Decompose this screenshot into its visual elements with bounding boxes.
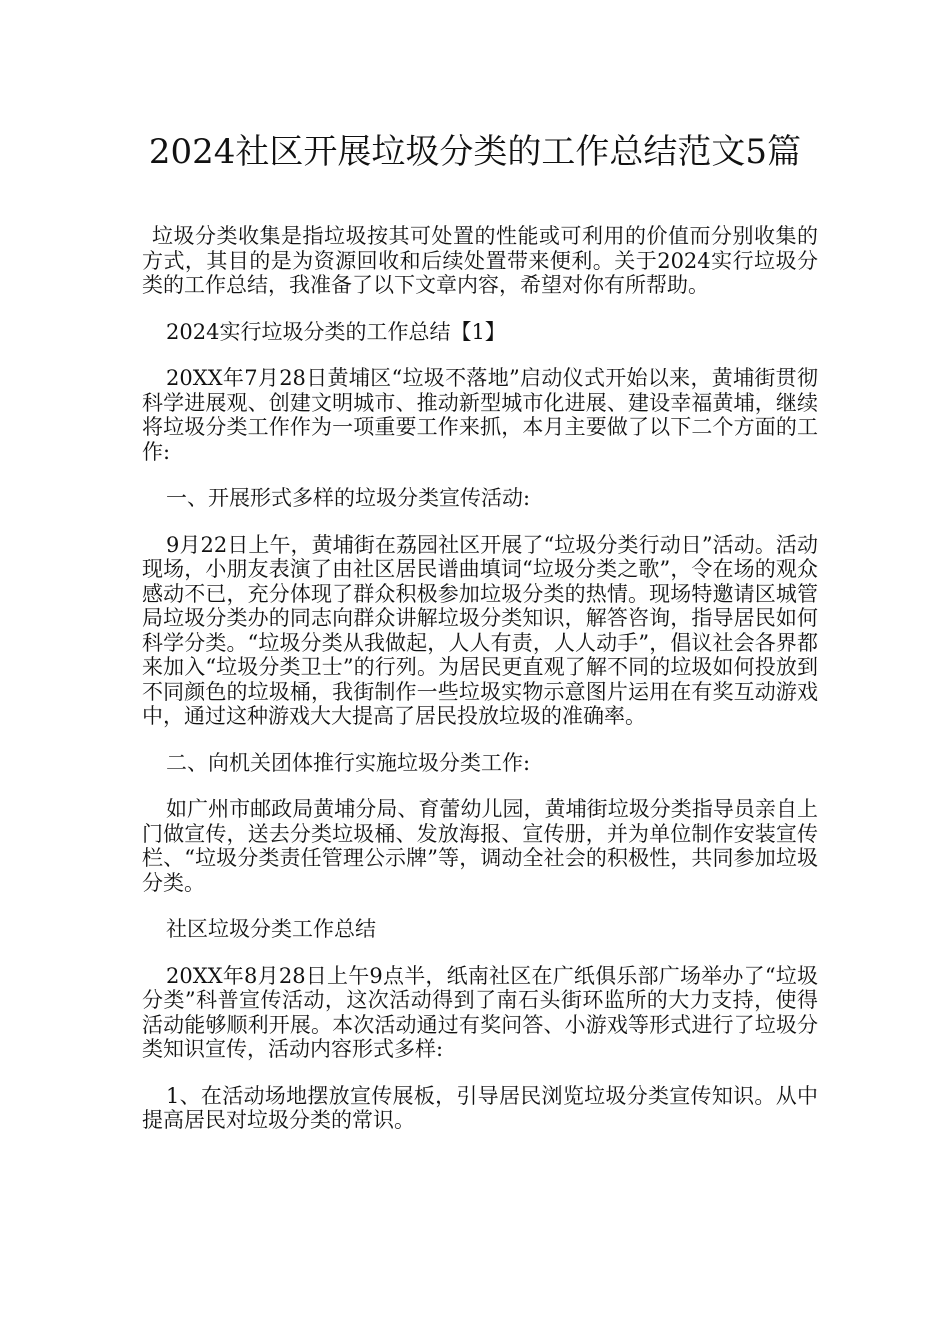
body-paragraph: 20XX年7月28日黄埔区“垃圾不落地”启动仪式开始以来，黄埔街贯彻科学进展观、创建文明城市、推动新型城市化进展、建设幸福黄埔，继续将垃圾分类工作作为一项重要工作来抓，本月主要做了以下二个方面的工作: — [142, 366, 818, 464]
document-body — [142, 224, 818, 1155]
body-paragraph: 20XX年8月28日上午9点半，纸南社区在广纸俱乐部广场举办了“垃圾分类”科普宣传活动，这次活动得到了南石头街环监所的大力支持，使得活动能够顺利开展。本次活动通过有奖问答、小游戏等形式进行了垃圾分类知识宣传，活动内容形式多样: — [142, 963, 818, 1061]
subsection-heading-1: 一、开展形式多样的垃圾分类宣传活动: — [166, 486, 531, 510]
section-heading-2: 社区垃圾分类工作总结 — [166, 917, 376, 941]
document-title: 2024社区开展垃圾分类的工作总结范文5篇 — [148, 132, 802, 172]
section-heading-1: 2024实行垃圾分类的工作总结【1】 — [166, 319, 506, 344]
subsection-heading-2: 二、向机关团体推行实施垃圾分类工作: — [166, 750, 531, 775]
body-paragraph: 9月22日上午，黄埔街在荔园社区开展了“垃圾分类行动日”活动。活动现场，小朋友表演了由社区居民谱曲填词“垃圾分类之歌”，令在场的观众感动不已，充分体现了群众积极参加垃圾分类的热情。现场特邀请区城管局垃圾分类办的同志向群众讲解垃圾分类知识，解答咨询，指导居民如何科学分类。“垃圾分类从我做起，人人有责，人人动手”，倡议社会各界都来加入“垃圾分类卫士”的行列。为居民更直观了解不同的垃圾如何投放到不同颜色的垃圾桶，我街制作一些垃圾实物示意图片运用在有奖互动游戏中，通过这种游戏大大提高了居民投放垃圾的准确率。 — [142, 532, 818, 728]
body-paragraph: 如广州市邮政局黄埔分局、育蕾幼儿园，黄埔街垃圾分类指导员亲自上门做宣传，送去分类垃圾桶、发放海报、宣传册，并为单位制作安装宣传栏、“垃圾分类责任管理公示牌”等，调动全社会的积极性，共同参加垃圾分类。 — [142, 797, 818, 895]
intro-paragraph: 垃圾分类收集是指垃圾按其可处置的性能或可利用的价值而分别收集的方式，其目的是为资源回收和后续处置带来便利。关于2024实行垃圾分类的工作总结，我准备了以下文章内容，希望对你有所帮助。 — [142, 224, 818, 297]
list-item-paragraph: 1、在活动场地摆放宣传展板，引导居民浏览垃圾分类宣传知识。从中提高居民对垃圾分类的常识。 — [142, 1083, 818, 1132]
